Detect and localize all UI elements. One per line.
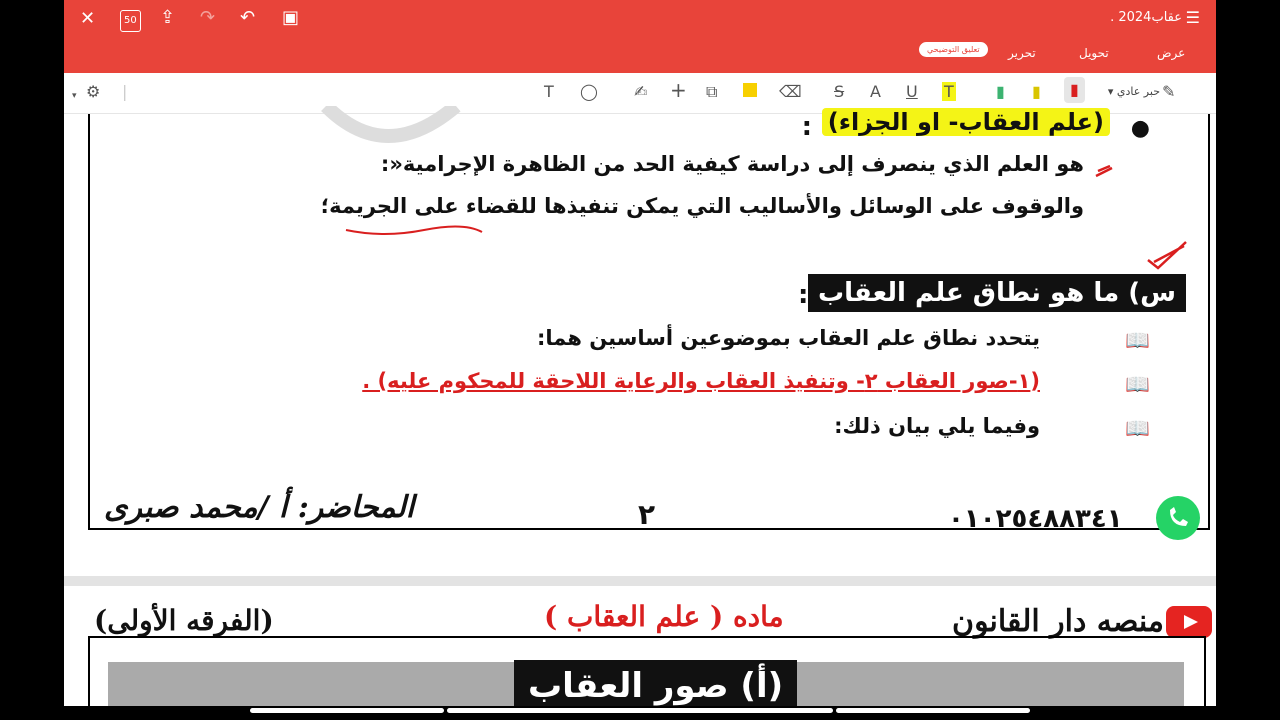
marker-green-icon[interactable]: ▮ — [996, 82, 1005, 101]
next-page — [64, 586, 1216, 706]
lecturer-signature: المحاضر: أ /محمد صبرى — [104, 490, 415, 525]
eraser-icon[interactable]: ⌫ — [779, 82, 802, 101]
stamp-icon[interactable]: ⧉ — [706, 82, 718, 101]
pen-icon[interactable]: ✎ — [1162, 82, 1176, 101]
scroll-handle-left[interactable] — [250, 708, 444, 713]
tab-convert[interactable]: تحويل — [1079, 46, 1109, 60]
tab-annotation[interactable]: تعليق التوضيحي — [919, 42, 988, 57]
book-icon: 📖 — [1125, 416, 1150, 440]
scroll-handle-right[interactable] — [836, 708, 1030, 713]
book-icon: 📖 — [1125, 328, 1150, 352]
document-page — [88, 108, 1210, 534]
marker-red-icon[interactable]: ▮ — [1064, 77, 1085, 103]
definition-line-2: والوقوف على الوسائل والأساليب التي يمكن تنفيذها للقضاء على الجريمة؛ — [320, 194, 1084, 218]
highlighted-term: (علم العقاب- او الجزاء) — [822, 108, 1110, 136]
question-heading: س) ما هو نطاق علم العقاب — [808, 274, 1186, 312]
underline-icon[interactable]: U — [906, 82, 918, 101]
add-icon[interactable]: + — [670, 78, 687, 102]
question-colon: : — [798, 280, 809, 310]
text-tool-icon[interactable]: T — [544, 82, 554, 101]
red-ink-mark — [1094, 162, 1116, 180]
platform-name: منصه دار القانون — [952, 604, 1164, 639]
ink-style-select[interactable]: حبر عادي ▾ — [1107, 85, 1160, 98]
close-icon[interactable]: ✕ — [80, 8, 96, 29]
page-number: ٢ — [638, 498, 656, 531]
strikethrough-icon[interactable]: S — [834, 82, 845, 101]
section-heading: (أ) صور العقاب — [514, 660, 797, 706]
signature-icon[interactable]: ✍ — [634, 82, 648, 101]
scope-line: يتحدد نطاق علم العقاب بموضوعين أساسين هما: — [537, 326, 1040, 350]
settings-icon[interactable]: ⚙ — [86, 82, 101, 101]
heading-colon: : — [801, 112, 812, 142]
tab-view[interactable]: عرض — [1157, 46, 1186, 60]
highlight-text-icon[interactable]: T — [944, 82, 954, 101]
shape-circle-icon[interactable]: ◯ — [580, 82, 598, 101]
whatsapp-icon — [1156, 496, 1200, 540]
scope-items: (١-صور العقاب ٢- وتنفيذ العقاب والرعاية اللاحقة للمحكوم عليه) . — [362, 369, 1040, 393]
tab-edit[interactable]: تحرير — [1008, 46, 1036, 60]
save-icon[interactable]: ▣ — [282, 7, 300, 28]
scroll-handle-center[interactable] — [447, 708, 833, 713]
divider: | — [122, 82, 128, 101]
page-gap — [64, 576, 1216, 586]
year-label: (الفرقه الأولى) — [94, 604, 274, 637]
document-title: عقاب2024 . — [1110, 10, 1182, 25]
redo-icon[interactable]: ↷ — [200, 7, 216, 28]
youtube-icon — [1166, 606, 1212, 638]
squiggly-icon[interactable]: A — [870, 82, 881, 101]
subject-name: ماده ( علم العقاب ) — [544, 600, 784, 633]
scope-next-line: وفيما يلي بيان ذلك: — [834, 414, 1040, 438]
share-icon[interactable]: ⇪ — [160, 7, 176, 28]
red-check-mark — [1144, 238, 1190, 270]
note-icon[interactable] — [743, 83, 757, 101]
decorative-arc — [316, 106, 476, 156]
dropdown-arrow-icon[interactable]: ▾ — [72, 91, 77, 101]
menu-icon[interactable]: ☰ — [1185, 8, 1200, 27]
undo-icon[interactable]: ↶ — [240, 7, 256, 28]
red-underline-ink — [344, 224, 484, 238]
marker-yellow-icon[interactable]: ▮ — [1032, 82, 1041, 101]
pdf-app-window — [64, 0, 1216, 706]
title-bar — [64, 0, 1216, 73]
book-icon: 📖 — [1125, 372, 1150, 396]
phone-number: ٠١٠٢٥٤٨٨٣٤١ — [948, 504, 1123, 534]
bullet: ● — [1130, 116, 1150, 141]
definition-line-1: هو العلم الذي ينصرف إلى دراسة كيفية الحد من الظاهرة الإجرامية«: — [380, 152, 1084, 176]
zoom-badge[interactable]: 50 — [120, 10, 141, 32]
heading-highlight — [822, 108, 1110, 136]
